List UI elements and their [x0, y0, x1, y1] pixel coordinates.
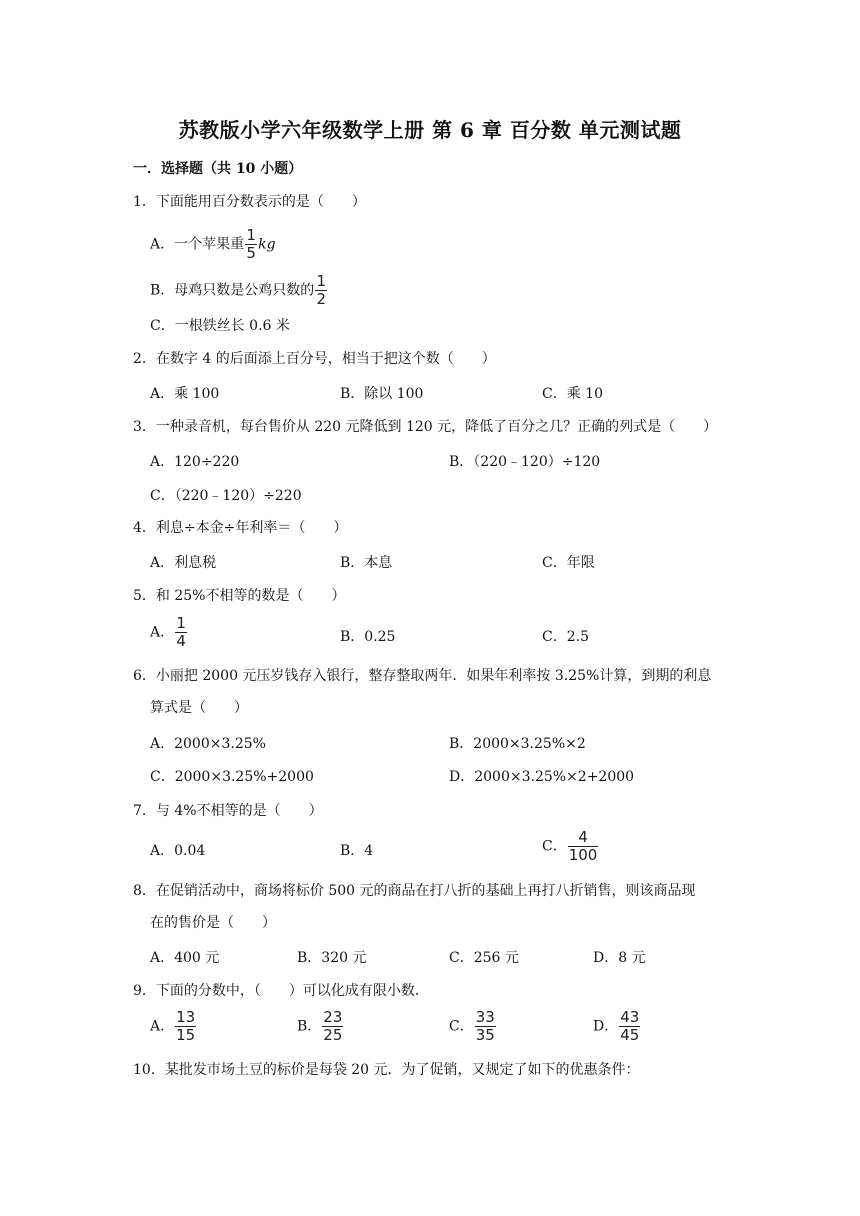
question-3-option-b[interactable]: B．（220﹣120）÷120 — [449, 454, 601, 470]
question-3-stem: 3．一种录音机，每台售价从 220 元降低到 120 元，降低了百分之几？正确的列式是（ ） — [133, 419, 718, 435]
question-9-option-b[interactable]: B． $\frac{23}{25}$ — [297, 1008, 343, 1044]
question-5-stem: 5．和 25%不相等的数是（ ） — [133, 588, 346, 604]
fraction: $\frac{33}{35}$ — [475, 1008, 495, 1044]
fraction: $\frac{1}{2}$ — [316, 272, 327, 308]
question-1-stem: 1．下面能用百分数表示的是（ ） — [133, 194, 366, 210]
section-heading: 一．选择题（共 10 小题） — [133, 161, 303, 177]
question-1-option-b[interactable]: B．母鸡只数是公鸡只数的 $\frac{1}{2}$ — [150, 272, 327, 308]
question-9-stem: 9．下面的分数中，（ ）可以化成有限小数． — [133, 983, 429, 999]
question-1-option-c[interactable]: C．一根铁丝长 0.6 米 — [150, 318, 290, 334]
question-3-option-a[interactable]: A．120÷220 — [150, 454, 240, 470]
question-8-option-c[interactable]: C．256 元 — [449, 950, 519, 966]
question-8-stem-continued: 在的售价是（ ） — [150, 915, 276, 931]
question-8-stem: 8．在促销活动中，商场将标价 500 元的商品在打八折的基础上再打八折销售，则该商品现 — [133, 883, 696, 899]
fraction: $\frac{4}{100}$ — [568, 828, 598, 864]
question-4-option-b[interactable]: B．本息 — [340, 555, 393, 571]
question-7-option-c[interactable]: C． $\frac{4}{100}$ — [542, 828, 598, 864]
question-7-stem: 7．与 4%不相等的是（ ） — [133, 803, 323, 819]
question-2-option-c[interactable]: C．乘 10 — [542, 386, 603, 402]
question-5-option-b[interactable]: B．0.25 — [340, 629, 396, 645]
question-4-option-c[interactable]: C．年限 — [542, 555, 595, 571]
fraction: $\frac{23}{25}$ — [323, 1008, 343, 1044]
question-6-option-c[interactable]: C．2000×3.25%+2000 — [150, 769, 314, 785]
question-9-option-c[interactable]: C． $\frac{33}{35}$ — [449, 1008, 495, 1044]
question-4-stem: 4．利息÷本金÷年利率＝（ ） — [133, 520, 348, 536]
question-7-option-a[interactable]: A．0.04 — [150, 843, 206, 859]
fraction: $\frac{43}{45}$ — [620, 1008, 640, 1044]
question-2-stem: 2．在数字 4 的后面添上百分号，相当于把这个数（ ） — [133, 351, 496, 367]
question-9-option-d[interactable]: D． $\frac{43}{45}$ — [593, 1008, 640, 1044]
question-6-option-d[interactable]: D．2000×3.25%×2+2000 — [449, 769, 635, 785]
fraction: $\frac{1}{4}$ — [176, 614, 186, 650]
fraction: $\frac{1}{5}$ — [246, 226, 256, 262]
question-6-option-b[interactable]: B．2000×3.25%×2 — [449, 736, 586, 752]
question-7-option-b[interactable]: B．4 — [340, 843, 374, 859]
question-8-option-d[interactable]: D．8 元 — [593, 950, 646, 966]
fraction: $\frac{13}{15}$ — [176, 1008, 196, 1044]
question-9-option-a[interactable]: A． $\frac{13}{15}$ — [150, 1008, 196, 1044]
question-5-option-c[interactable]: C．2.5 — [542, 629, 589, 645]
question-5-option-a[interactable]: A． $\frac{1}{4}$ — [150, 614, 186, 650]
question-3-option-c[interactable]: C．（220﹣120）÷220 — [150, 488, 302, 504]
question-4-option-a[interactable]: A．利息税 — [150, 555, 217, 571]
question-8-option-a[interactable]: A．400 元 — [150, 950, 220, 966]
question-2-option-b[interactable]: B．除以 100 — [340, 386, 424, 402]
question-6-stem: 6．小丽把 2000 元压岁钱存入银行，整存整取两年．如果年利率按 3.25%计算，到期的利息 — [133, 668, 712, 684]
question-10-stem: 10．某批发市场土豆的标价是每袋 20 元．为了促销，又规定了如下的优惠条件： — [133, 1062, 640, 1078]
page-title: 苏教版小学六年级数学上册 第 6 章 百分数 单元测试题 — [178, 118, 682, 142]
question-1-option-a[interactable]: A．一个苹果重 $\frac{1}{5}$ kg — [150, 226, 276, 262]
question-6-stem-continued: 算式是（ ） — [150, 700, 248, 716]
question-8-option-b[interactable]: B．320 元 — [297, 950, 367, 966]
question-2-option-a[interactable]: A．乘 100 — [150, 386, 220, 402]
question-6-option-a[interactable]: A．2000×3.25% — [150, 736, 266, 752]
